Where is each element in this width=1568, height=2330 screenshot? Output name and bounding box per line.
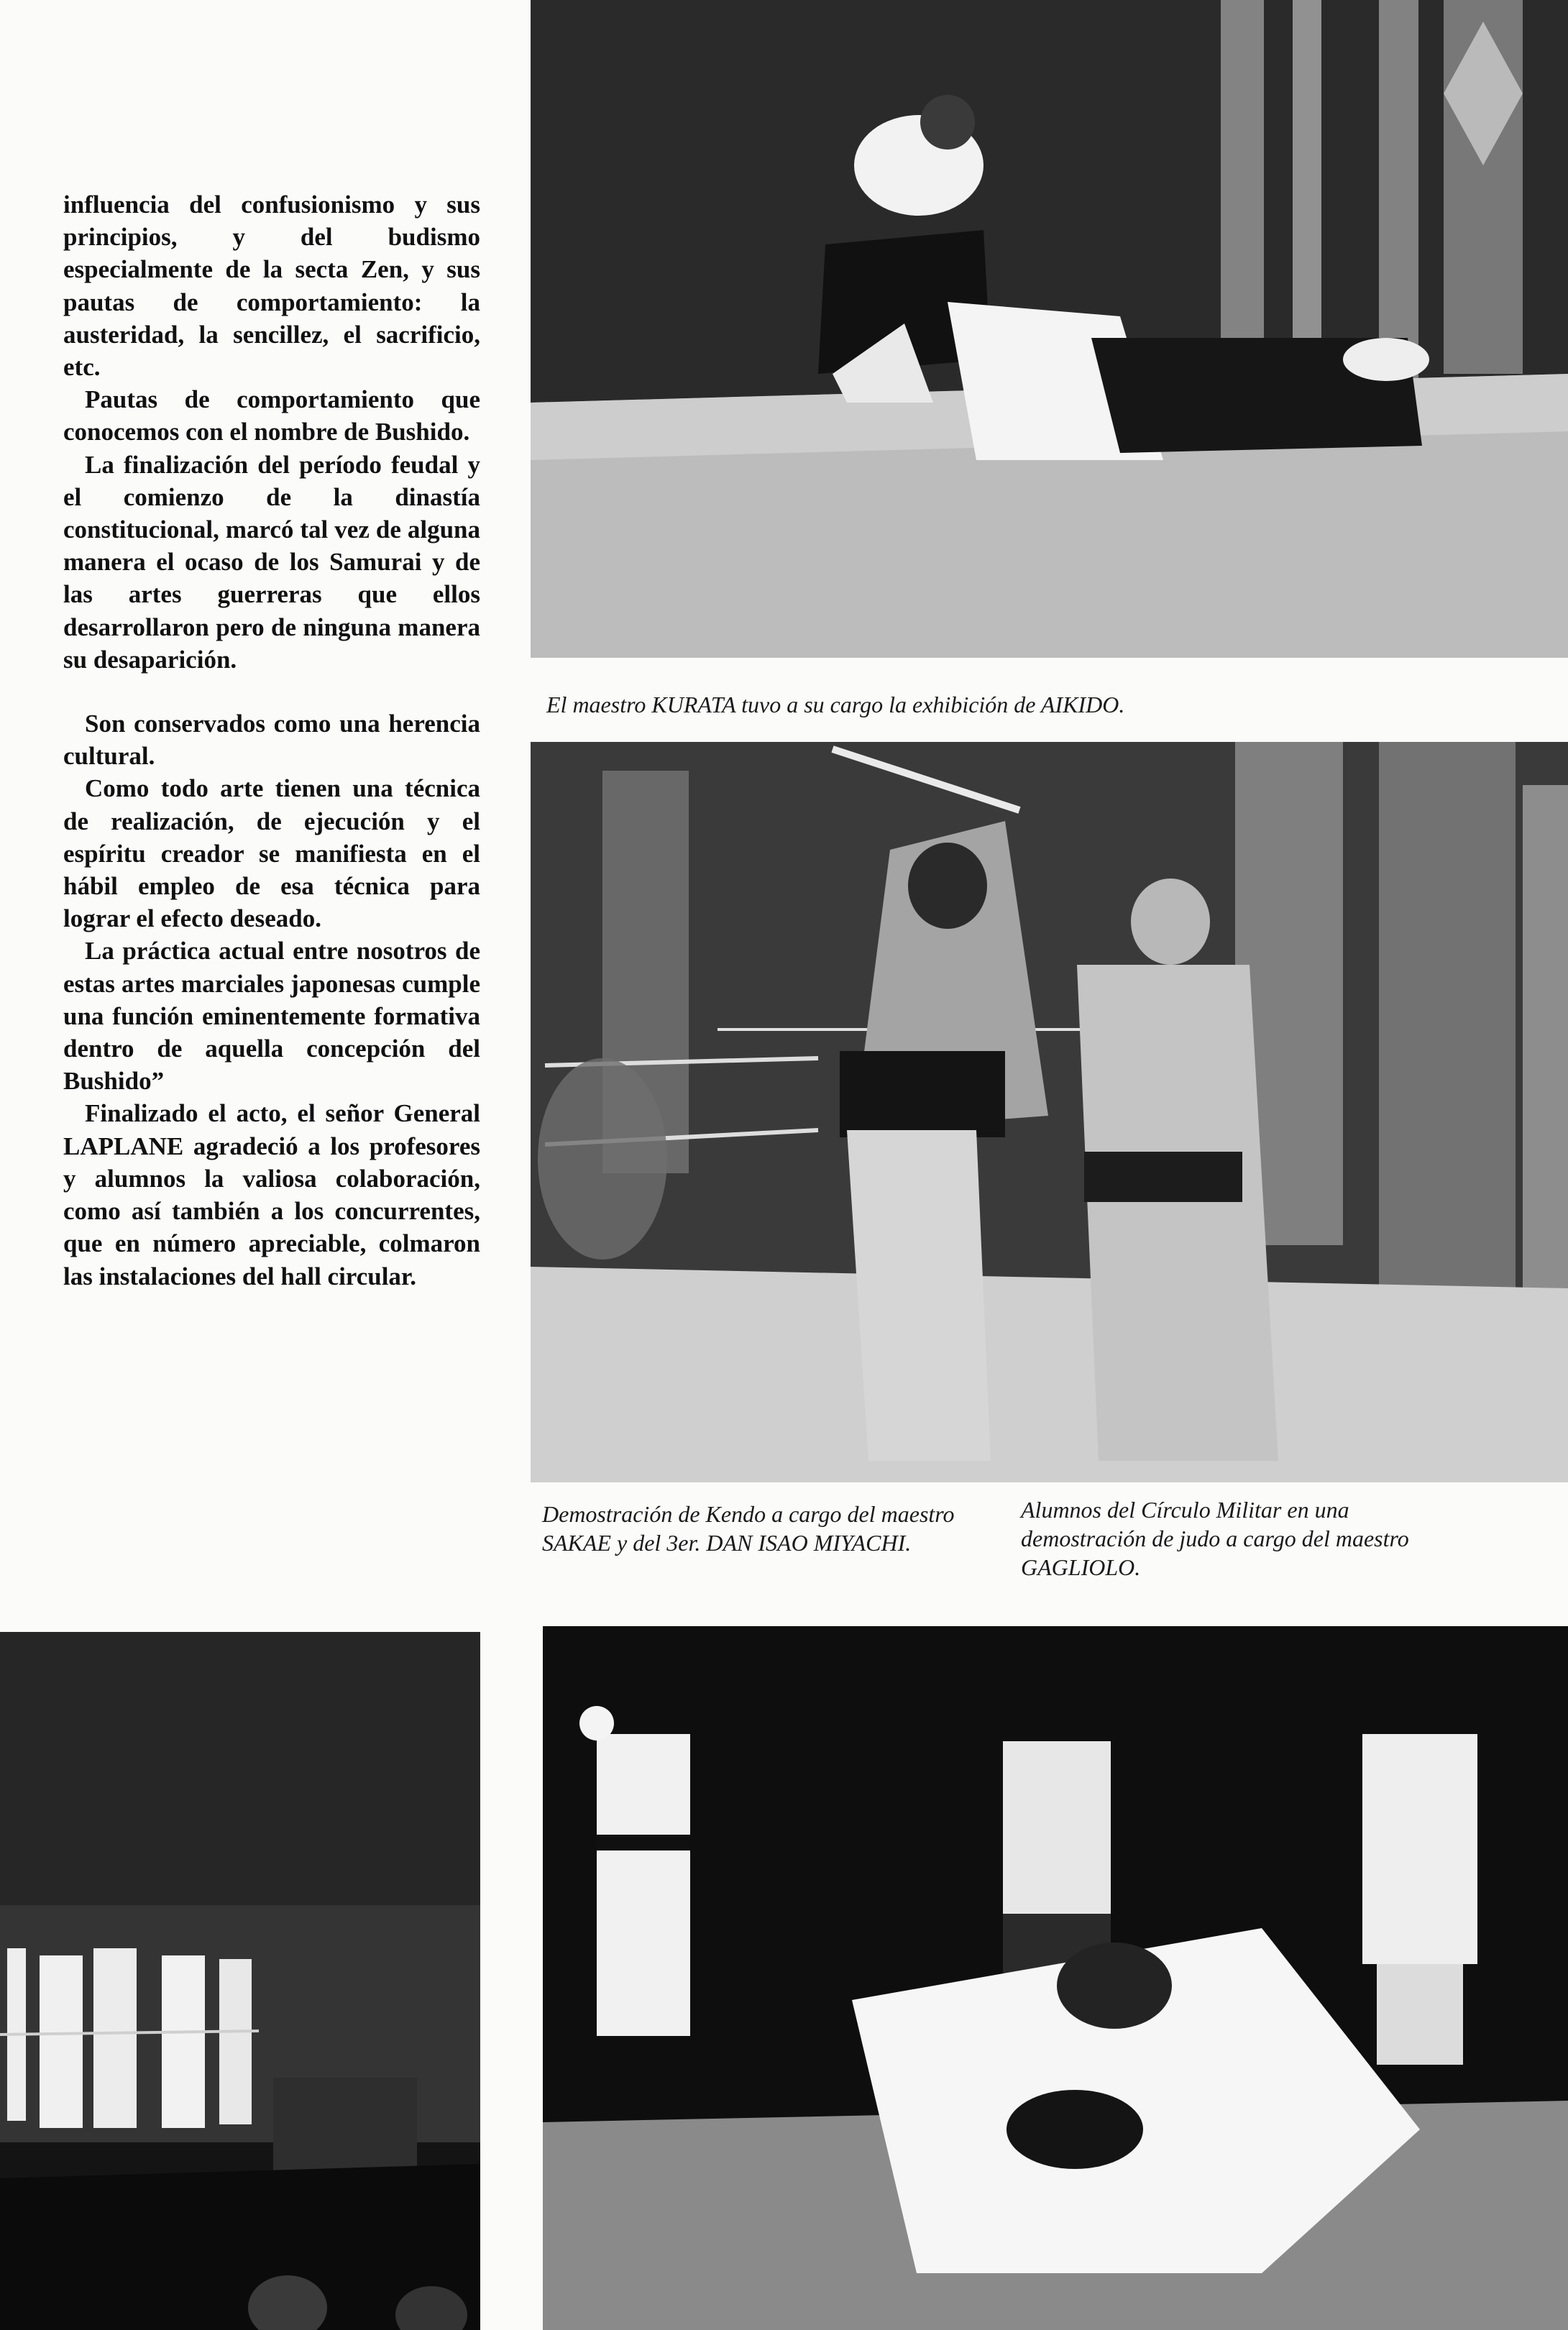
article-paragraph: Pautas de comportamiento que conocemos con el nombre de Bushido. xyxy=(63,385,480,446)
paragraph-spacer xyxy=(63,676,480,707)
article-paragraph: influencia del confusionismo y sus principios, y del budismo especialmente de la secta Zen, y sus pautas de comportamiento: la austeridad, la sencillez, el sacrificio, etc. xyxy=(63,191,480,382)
judo-scene xyxy=(543,1626,1568,2330)
students-scene xyxy=(0,1632,480,2330)
article-paragraph: Finalizado el acto, el señor General LAPLANE agradeció a los profesores y alumnos la valiosa colaboración, como así también a los concurrentes, que en número apreciable, colmaron las instalaciones del hall circular. xyxy=(63,1099,480,1290)
kendo-photo xyxy=(531,742,1568,1482)
judo-photo xyxy=(543,1626,1568,2330)
students-photo xyxy=(0,1632,480,2330)
article-column xyxy=(63,188,480,1293)
aikido-scene xyxy=(531,0,1568,658)
article-paragraph: Son conservados como una herencia cultural. xyxy=(63,710,480,771)
article-paragraph: La práctica actual entre nosotros de estas artes marciales japonesas cumple una función eminentemente formativa dentro de aquella concepción del Bushido” xyxy=(63,937,480,1096)
kendo-scene xyxy=(531,742,1568,1482)
article-paragraph: La finalización del período feudal y el comienzo de la dinastía constitucional, marcó tal vez de alguna manera el ocaso de los Samurai y de las artes guerreras que ellos desarrollaron pero de ninguna manera su desaparición. xyxy=(63,450,480,674)
aikido-photo xyxy=(531,0,1568,658)
judo-caption: Alumnos del Círculo Militar en una demostración de judo a cargo del maestro GAGLIOLO. xyxy=(1021,1497,1409,1580)
article-paragraph: Como todo arte tienen una técnica de realización, de ejecución y el espíritu creador se manifiesta en el hábil empleo de esa técnica para lograr el efecto deseado. xyxy=(63,774,480,933)
kendo-caption: Demostración de Kendo a cargo del maestro SAKAE y del 3er. DAN ISAO MIYACHI. xyxy=(542,1501,955,1556)
aikido-caption: El maestro KURATA tuvo a su cargo la exhibición de AIKIDO. xyxy=(546,692,1125,717)
